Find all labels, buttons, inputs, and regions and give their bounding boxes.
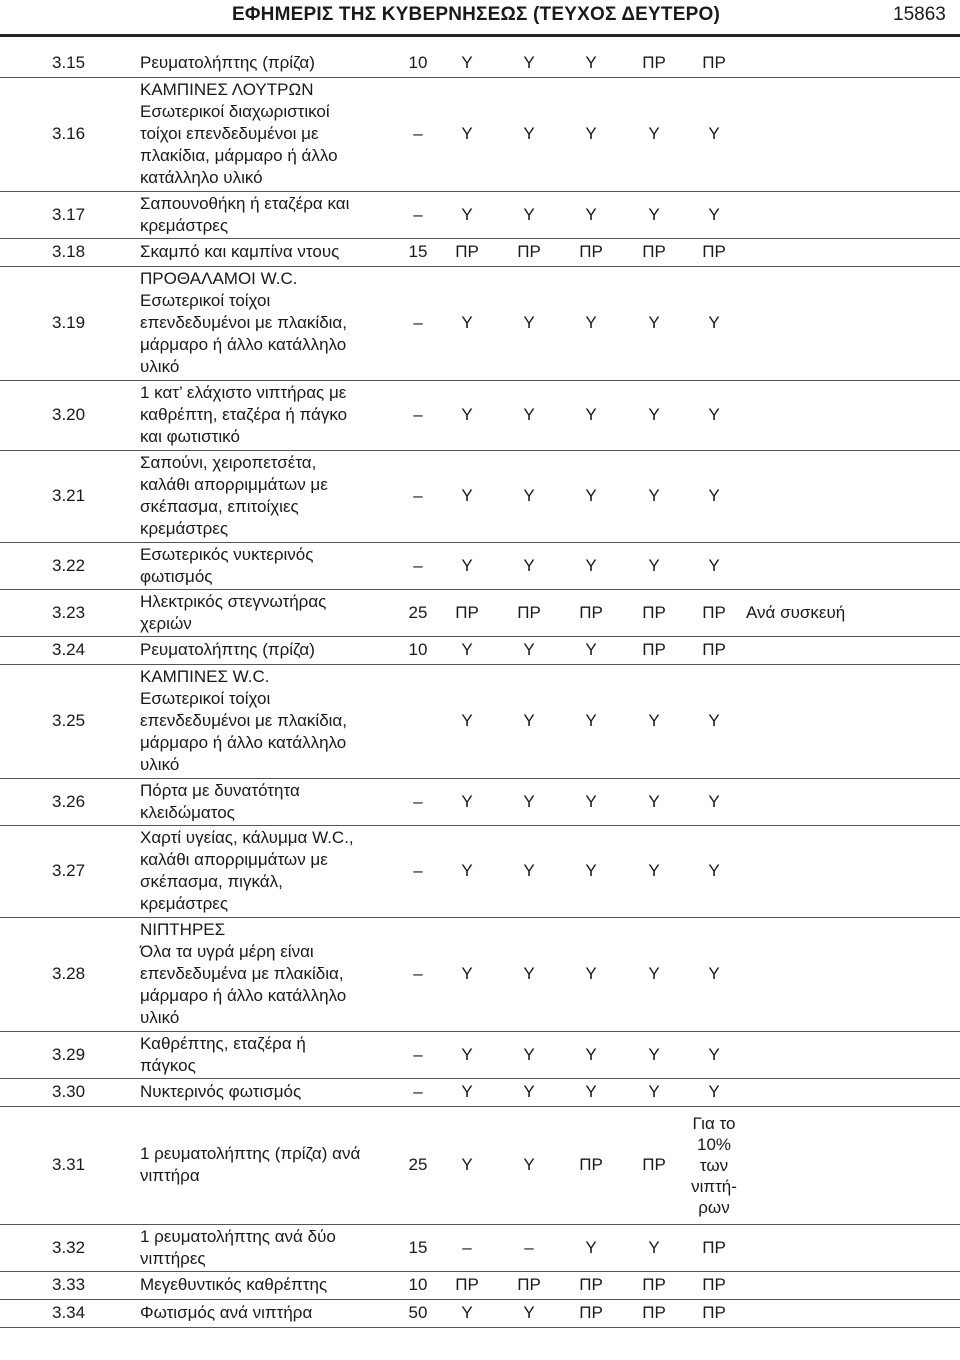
description-line: νιπτήρες: [140, 1248, 206, 1268]
remarks-cell: [742, 1078, 960, 1106]
description-line: νιπτήρα: [140, 1166, 200, 1185]
class-value-cell: ΠΡ: [622, 238, 686, 266]
remarks-cell: [742, 778, 960, 825]
class-value-cell: ΠΡ: [560, 1271, 622, 1299]
class-value-cell: ΠΡ: [622, 1299, 686, 1327]
class-value-cell: Υ: [436, 191, 498, 238]
class-value-cell: Υ: [560, 1031, 622, 1078]
item-number: 3.28: [0, 917, 134, 1031]
class-value-cell: Υ: [560, 450, 622, 542]
class-value-cell: Υ: [436, 1106, 498, 1224]
item-description: [134, 778, 400, 825]
class-value-cell: Υ: [560, 664, 622, 778]
note-cell: [686, 1106, 742, 1224]
class-value-cell: Υ: [560, 778, 622, 825]
description-line: Όλα τα υγρά μέρη είναι: [140, 942, 314, 961]
item-number: 3.17: [0, 191, 134, 238]
class-value-cell: Υ: [622, 380, 686, 450]
points-cell: 10: [400, 1271, 436, 1299]
item-number: 3.33: [0, 1271, 134, 1299]
description-line: 1 ρευματολήπτης ανά δύο: [140, 1226, 336, 1246]
description-line: υλικό: [140, 357, 180, 376]
points-cell: –: [400, 266, 436, 380]
description-line: Νυκτερινός φωτισμός: [140, 1082, 302, 1101]
remarks-cell: [742, 1271, 960, 1299]
table-row: [0, 380, 960, 450]
class-value-cell: Υ: [436, 636, 498, 664]
note-line: νιπτή-: [691, 1176, 737, 1196]
points-cell: –: [400, 1031, 436, 1078]
item-description: [134, 664, 400, 778]
item-number: 3.15: [0, 49, 134, 77]
description-line: Χαρτί υγείας, κάλυμμα W.C.,: [140, 828, 354, 847]
points-cell: –: [400, 191, 436, 238]
item-number: 3.32: [0, 1224, 134, 1271]
class-value-cell: ΠΡ: [622, 1271, 686, 1299]
class-value-cell: ΠΡ: [686, 636, 742, 664]
item-number: 3.18: [0, 238, 134, 266]
class-value-cell: ΠΡ: [560, 1299, 622, 1327]
table-row: [0, 1106, 960, 1224]
class-value-cell: Υ: [498, 1299, 560, 1327]
class-value-cell: Υ: [436, 664, 498, 778]
item-description: [134, 1271, 400, 1299]
item-description: [134, 1078, 400, 1106]
class-value-cell: ΠΡ: [498, 1271, 560, 1299]
remarks-cell: [742, 636, 960, 664]
table-row: [0, 825, 960, 917]
class-value-cell: ΠΡ: [498, 238, 560, 266]
class-value-cell: Υ: [622, 1078, 686, 1106]
class-value-cell: Υ: [560, 191, 622, 238]
table-row: [0, 1031, 960, 1078]
table-row: [0, 77, 960, 191]
note-line: Για το: [692, 1113, 736, 1133]
class-value-cell: Υ: [686, 664, 742, 778]
description-line: Σαπούνι, χειροπετσέτα,: [140, 453, 317, 472]
class-value-cell: ΠΡ: [560, 238, 622, 266]
item-description: [134, 542, 400, 589]
points-cell: 10: [400, 49, 436, 77]
class-value-cell: Υ: [622, 266, 686, 380]
item-number: 3.29: [0, 1031, 134, 1078]
item-number: 3.22: [0, 542, 134, 589]
class-value-cell: Υ: [560, 77, 622, 191]
description-line: Ηλεκτρικός στεγνωτήρας: [140, 591, 327, 611]
class-value-cell: Υ: [622, 1224, 686, 1271]
item-description: [134, 825, 400, 917]
class-value-cell: Υ: [622, 191, 686, 238]
class-value-cell: Υ: [498, 191, 560, 238]
class-value-cell: Υ: [622, 778, 686, 825]
class-value-cell: ΠΡ: [436, 238, 498, 266]
table-row: [0, 238, 960, 266]
description-line: Μεγεθυντικός καθρέπτης: [140, 1275, 328, 1294]
class-value-cell: Υ: [560, 49, 622, 77]
class-value-cell: Υ: [686, 191, 742, 238]
description-line: σκέπασμα, επιτοίχιες: [140, 497, 299, 516]
item-description: [134, 380, 400, 450]
item-description: [134, 917, 400, 1031]
table-row: [0, 49, 960, 77]
remarks-cell: [742, 1224, 960, 1271]
description-line: Εσωτερικοί τοίχοι: [140, 291, 271, 310]
class-value-cell: Υ: [436, 825, 498, 917]
class-value-cell: Υ: [686, 778, 742, 825]
class-value-cell: ΠΡ: [686, 1271, 742, 1299]
class-value-cell: Υ: [686, 1031, 742, 1078]
class-value-cell: Υ: [686, 917, 742, 1031]
class-value-cell: Υ: [436, 1078, 498, 1106]
class-value-cell: Υ: [498, 825, 560, 917]
points-cell: 25: [400, 589, 436, 636]
points-cell: 15: [400, 1224, 436, 1271]
description-line: καθρέπτη, εταζέρα ή πάγκο: [140, 405, 348, 424]
description-line: κρεμάστρες: [140, 519, 229, 538]
description-line: επενδεδυμένοι με πλακίδια,: [140, 711, 347, 730]
remarks-cell: [742, 191, 960, 238]
class-value-cell: ΠΡ: [686, 1224, 742, 1271]
table-row: [0, 1078, 960, 1106]
class-value-cell: Υ: [436, 1031, 498, 1078]
remarks-cell: Ανά συσκευή: [742, 589, 960, 636]
item-number: 3.23: [0, 589, 134, 636]
description-line: Εσωτερικός νυκτερινός: [140, 544, 314, 564]
class-value-cell: ΠΡ: [686, 49, 742, 77]
description-line: χεριών: [140, 613, 192, 633]
table-row: [0, 542, 960, 589]
points-cell: –: [400, 450, 436, 542]
class-value-cell: ΠΡ: [560, 1106, 622, 1224]
class-value-cell: ΠΡ: [436, 1271, 498, 1299]
remarks-cell: [742, 450, 960, 542]
points-cell: [400, 664, 436, 778]
class-value-cell: Υ: [560, 380, 622, 450]
page-header: [0, 0, 960, 34]
description-line: κατάλληλο υλικό: [140, 168, 263, 187]
class-value-cell: Υ: [436, 380, 498, 450]
table-row: [0, 1271, 960, 1299]
remarks-cell: [742, 49, 960, 77]
item-number: 3.19: [0, 266, 134, 380]
description-line: σκέπασμα, πιγκάλ,: [140, 872, 283, 891]
description-line: μάρμαρο ή άλλο κατάλληλο: [140, 335, 347, 354]
description-line: Εσωτερικοί διαχωριστικοί: [140, 102, 330, 121]
table-row: [0, 1224, 960, 1271]
description-line: υλικό: [140, 755, 180, 774]
class-value-cell: ΠΡ: [686, 1299, 742, 1327]
specification-rows: [0, 49, 960, 1327]
item-number: 3.27: [0, 825, 134, 917]
description-line: Εσωτερικοί τοίχοι: [140, 689, 271, 708]
description-line: καλάθι απορριμμάτων με: [140, 475, 328, 494]
points-cell: –: [400, 1078, 436, 1106]
class-value-cell: ΠΡ: [436, 589, 498, 636]
class-value-cell: Υ: [436, 266, 498, 380]
item-number: 3.26: [0, 778, 134, 825]
description-line: Ρευματολήπτης (πρίζα): [140, 52, 315, 72]
table-row: [0, 917, 960, 1031]
specification-table: [0, 49, 960, 1328]
points-cell: –: [400, 778, 436, 825]
remarks-cell: [742, 1299, 960, 1327]
class-value-cell: Υ: [498, 542, 560, 589]
description-line: καλάθι απορριμμάτων με: [140, 850, 328, 869]
description-line: Ρευματολήπτης (πρίζα): [140, 640, 315, 659]
remarks-cell: [742, 1031, 960, 1078]
class-value-cell: Υ: [560, 1078, 622, 1106]
table-row: [0, 191, 960, 238]
description-line: και φωτιστικό: [140, 427, 240, 446]
class-value-cell: Υ: [686, 542, 742, 589]
class-value-cell: ΠΡ: [560, 589, 622, 636]
remarks-cell: [742, 266, 960, 380]
class-value-cell: Υ: [560, 1224, 622, 1271]
points-cell: 15: [400, 238, 436, 266]
class-value-cell: Υ: [436, 542, 498, 589]
class-value-cell: Υ: [622, 1031, 686, 1078]
points-cell: 10: [400, 636, 436, 664]
remarks-cell: [742, 238, 960, 266]
class-value-cell: Υ: [498, 77, 560, 191]
table-row: [0, 589, 960, 636]
class-value-cell: Υ: [498, 49, 560, 77]
description-line: κρεμάστρες: [140, 215, 229, 235]
class-value-cell: Υ: [622, 542, 686, 589]
remarks-cell: [742, 542, 960, 589]
remarks-cell: [742, 1106, 960, 1224]
class-value-cell: ΠΡ: [686, 589, 742, 636]
class-value-cell: Υ: [686, 450, 742, 542]
remarks-cell: [742, 664, 960, 778]
class-value-cell: Υ: [498, 1031, 560, 1078]
class-value-cell: Υ: [436, 917, 498, 1031]
item-description: [134, 636, 400, 664]
class-value-cell: Υ: [560, 917, 622, 1031]
table-row: [0, 778, 960, 825]
class-value-cell: –: [436, 1224, 498, 1271]
class-value-cell: Υ: [498, 380, 560, 450]
description-line: 1 κατ’ ελάχιστο νιπτήρας με: [140, 383, 347, 402]
table-row: [0, 636, 960, 664]
page-number: 15863: [893, 4, 946, 25]
class-value-cell: Υ: [436, 49, 498, 77]
class-value-cell: Υ: [686, 825, 742, 917]
points-cell: –: [400, 542, 436, 589]
class-value-cell: Υ: [622, 917, 686, 1031]
item-number: 3.34: [0, 1299, 134, 1327]
description-line: ΚΑΜΠΙΝΕΣ ΛΟΥΤΡΩΝ: [140, 80, 314, 99]
class-value-cell: Υ: [436, 1299, 498, 1327]
item-description: [134, 266, 400, 380]
item-description: [134, 1106, 400, 1224]
class-value-cell: Υ: [436, 450, 498, 542]
item-number: 3.25: [0, 664, 134, 778]
note-line: των: [699, 1155, 729, 1175]
description-line: Σκαμπό και καμπίνα ντους: [140, 242, 340, 261]
description-line: τοίχοι επενδεδυμένοι με: [140, 124, 319, 143]
class-value-cell: Υ: [498, 266, 560, 380]
class-value-cell: Υ: [686, 1078, 742, 1106]
points-cell: 25: [400, 1106, 436, 1224]
class-value-cell: Υ: [498, 1106, 560, 1224]
item-description: [134, 77, 400, 191]
item-description: [134, 191, 400, 238]
class-value-cell: Υ: [436, 778, 498, 825]
class-value-cell: ΠΡ: [622, 589, 686, 636]
class-value-cell: Υ: [498, 450, 560, 542]
item-description: [134, 450, 400, 542]
description-line: Φωτισμός ανά νιπτήρα: [140, 1303, 313, 1322]
remarks-cell: [742, 825, 960, 917]
item-number: 3.24: [0, 636, 134, 664]
class-value-cell: Υ: [622, 450, 686, 542]
item-description: [134, 1031, 400, 1078]
table-row: [0, 266, 960, 380]
description-line: φωτισμός: [140, 566, 213, 586]
item-number: 3.30: [0, 1078, 134, 1106]
table-row: [0, 450, 960, 542]
class-value-cell: Υ: [498, 636, 560, 664]
table-row: [0, 1299, 960, 1327]
item-description: [134, 1299, 400, 1327]
item-number: 3.31: [0, 1106, 134, 1224]
class-value-cell: Υ: [498, 917, 560, 1031]
item-number: 3.21: [0, 450, 134, 542]
class-value-cell: ΠΡ: [622, 49, 686, 77]
note-line: ρων: [698, 1197, 730, 1217]
description-line: ΝΙΠΤΗΡΕΣ: [140, 920, 226, 939]
class-value-cell: Υ: [686, 380, 742, 450]
description-line: υλικό: [140, 1008, 180, 1027]
description-line: πάγκος: [140, 1055, 196, 1075]
class-value-cell: Υ: [560, 636, 622, 664]
description-line: μάρμαρο ή άλλο κατάλληλο: [140, 733, 347, 752]
class-value-cell: Υ: [436, 77, 498, 191]
item-description: [134, 1224, 400, 1271]
points-cell: –: [400, 380, 436, 450]
table-row: [0, 664, 960, 778]
description-line: ΚΑΜΠΙΝΕΣ W.C.: [140, 667, 270, 686]
description-line: μάρμαρο ή άλλο κατάλληλο: [140, 986, 347, 1005]
description-line: Σαπουνοθήκη ή εταζέρα και: [140, 193, 350, 213]
description-line: 1 ρευματολήπτης (πρίζα) ανά: [140, 1144, 361, 1163]
points-cell: –: [400, 825, 436, 917]
points-cell: –: [400, 917, 436, 1031]
class-value-cell: Υ: [560, 542, 622, 589]
class-value-cell: Υ: [560, 266, 622, 380]
class-value-cell: Υ: [498, 1078, 560, 1106]
description-line: κλειδώματος: [140, 802, 235, 822]
class-value-cell: ΠΡ: [622, 1106, 686, 1224]
header-rule: [0, 34, 960, 37]
description-line: κρεμάστρες: [140, 894, 229, 913]
description-line: επενδεδυμένοι με πλακίδια,: [140, 313, 347, 332]
class-value-cell: Υ: [622, 77, 686, 191]
class-value-cell: ΠΡ: [498, 589, 560, 636]
item-description: [134, 238, 400, 266]
class-value-cell: Υ: [498, 778, 560, 825]
note-line: 10%: [696, 1134, 732, 1154]
item-description: [134, 589, 400, 636]
description-line: ΠΡΟΘΑΛΑΜΟΙ W.C.: [140, 269, 298, 288]
remarks-cell: [742, 917, 960, 1031]
class-value-cell: Υ: [622, 825, 686, 917]
item-description: [134, 49, 400, 77]
item-number: 3.16: [0, 77, 134, 191]
class-value-cell: –: [498, 1224, 560, 1271]
class-value-cell: Υ: [622, 664, 686, 778]
description-line: επενδεδυμένα με πλακίδια,: [140, 964, 344, 983]
remarks-cell: [742, 380, 960, 450]
remarks-cell: [742, 77, 960, 191]
class-value-cell: Υ: [498, 664, 560, 778]
points-cell: 50: [400, 1299, 436, 1327]
description-line: Πόρτα με δυνατότητα: [140, 780, 300, 800]
description-line: πλακίδια, μάρμαρο ή άλλο: [140, 146, 338, 165]
description-line: Καθρέπτης, εταζέρα ή: [140, 1033, 306, 1053]
class-value-cell: ΠΡ: [686, 238, 742, 266]
gazette-title: ΕΦΗΜΕΡΙΣ ΤΗΣ ΚΥΒΕΡΝΗΣΕΩΣ (ΤΕΥΧΟΣ ΔΕΥΤΕΡΟ): [232, 4, 720, 25]
class-value-cell: Υ: [686, 77, 742, 191]
points-cell: –: [400, 77, 436, 191]
class-value-cell: Υ: [686, 266, 742, 380]
item-number: 3.20: [0, 380, 134, 450]
class-value-cell: Υ: [560, 825, 622, 917]
class-value-cell: ΠΡ: [622, 636, 686, 664]
